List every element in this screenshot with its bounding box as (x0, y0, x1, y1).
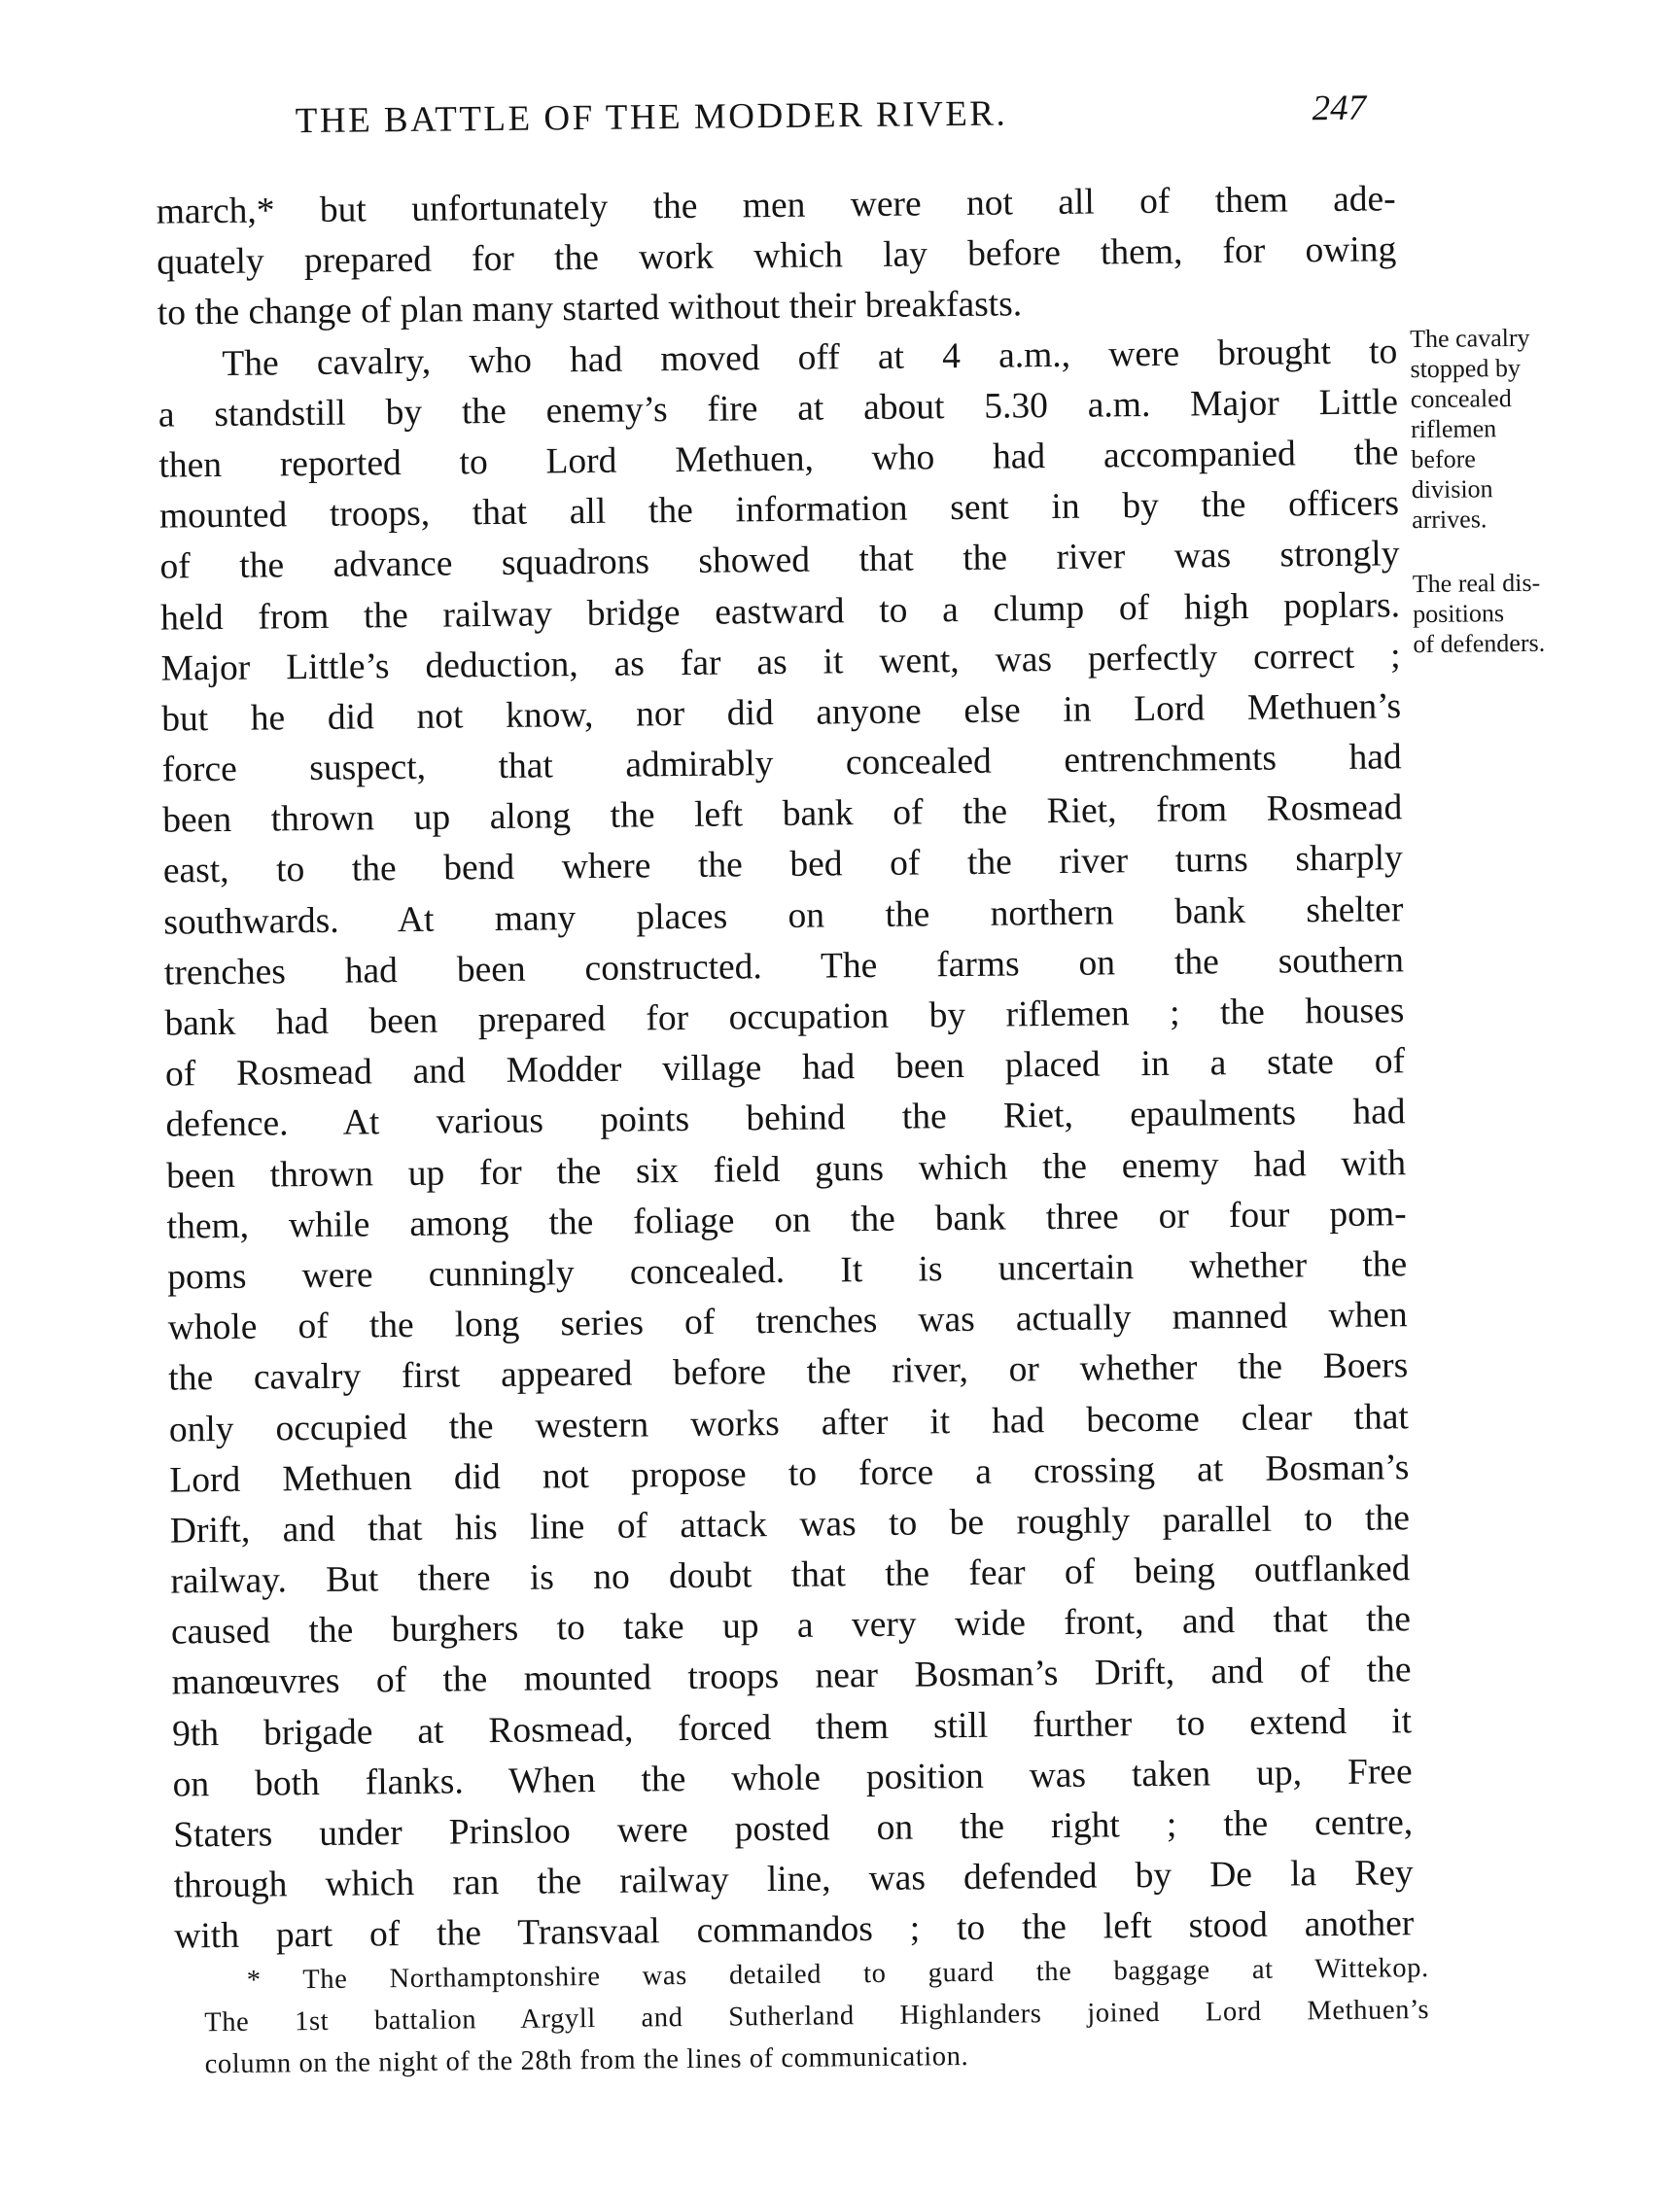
margin-note-cavalry-stopped (1410, 323, 1532, 535)
text-line: Staters under Prinsloo were posted on the right ; the centre, (173, 1802, 1414, 1856)
text-line: railway. But there is no doubt that the fear of being outflanked (170, 1549, 1411, 1602)
note-line: The cavalry (1410, 323, 1530, 354)
text-line: been thrown up for the six field guns which the enemy had with (165, 1142, 1407, 1197)
text-line: Lord Methuen did not propose to force a crossing at Bosman’s (169, 1447, 1410, 1501)
footnote-line: The 1st battalion Argyll and Sutherland Highlanders joined Lord Methuen’s (204, 1995, 1430, 2039)
footnote-line: column on the night of the 28th from the lines of communication. (204, 2041, 969, 2080)
text-line: defence. At various points behind the Riet, epaulments had (165, 1092, 1406, 1145)
text-line: of Rosmead and Modder village had been placed in a state of (164, 1041, 1406, 1095)
footnote-line: * The Northamptonshire was detailed to guard the baggage at Wittekop. (246, 1953, 1429, 1996)
text-line: bank had been prepared for occupation by riflemen ; the houses (164, 991, 1405, 1044)
note-line: of defenders. (1413, 628, 1546, 659)
note-line: concealed (1410, 384, 1512, 414)
note-line: The real dis- (1412, 568, 1541, 599)
text-line: them, while among the foliage on the bank three or four pom- (166, 1193, 1407, 1247)
running-header: THE BATTLE OF THE MODDER RIVER. (295, 93, 1008, 142)
text-line: to the change of plan many started without their breakfasts. (157, 284, 1023, 334)
text-line: whole of the long series of trenches was actually manned when (167, 1295, 1408, 1348)
note-line: before (1411, 444, 1477, 474)
text-line: manœuvres of the mounted troops near Bosman’s Drift, and of the (171, 1650, 1412, 1703)
text-line: of the advance squadrons showed that the river was strongly (159, 534, 1400, 587)
text-line: march,* but unfortunately the men were not all of them ade- (156, 179, 1396, 232)
note-line: division (1411, 474, 1493, 505)
text-line: only occupied the western works after it had become clear that (168, 1396, 1409, 1450)
text-line: been thrown up along the left bank of the Riet, from Rosmead (162, 787, 1403, 841)
note-line: riflemen (1410, 414, 1497, 444)
note-line: arrives. (1411, 505, 1488, 535)
text-line: quately prepared for the work which lay before them, for owing (157, 229, 1397, 283)
text-line: The cavalry, who had moved off at 4 a.m., were brought to (222, 331, 1398, 384)
text-line: held from the railway bridge eastward to a clump of high poplars. (159, 584, 1401, 639)
text-line: but he did not know, nor did anyone else in Lord Methuen’s (160, 686, 1402, 740)
text-line: the cavalry first appeared before the river, or whether the Boers (168, 1345, 1409, 1399)
body-text (156, 174, 1414, 1963)
text-line: then reported to Lord Methuen, who had accompanied the (158, 433, 1399, 486)
note-line: positions (1412, 599, 1505, 629)
page-number: 247 (1312, 87, 1367, 129)
text-line: southwards. At many places on the northern bank shelter (163, 889, 1404, 943)
text-line: mounted troops, that all the information sent in by the officers (158, 483, 1400, 537)
text-line: east, to the bend where the bed of the river turns sharply (162, 838, 1403, 892)
text-line: a standstill by the enemy’s fire at about 5.30 a.m. Major Little (158, 382, 1399, 436)
text-line: Drift, and that his line of attack was to be roughly parallel to the (169, 1498, 1411, 1551)
text-line: with part of the Transvaal commandos ; to the left stood another (174, 1903, 1415, 1957)
text-line: poms were cunningly concealed. It is uncertain whether the (166, 1244, 1408, 1298)
text-line: caused the burghers to take up a very wide front, and that the (170, 1599, 1412, 1653)
note-line: stopped by (1410, 353, 1522, 384)
footnote (204, 1947, 1430, 2085)
text-line: force suspect, that admirably concealed entrenchments had (161, 737, 1402, 790)
text-line: on both flanks. When the whole position was taken up, Free (172, 1752, 1413, 1805)
text-line: 9th brigade at Rosmead, forced them still further to extend it (171, 1700, 1413, 1755)
text-line: Major Little’s deduction, as far as it went, was perfectly correct ; (160, 635, 1401, 689)
text-line: through which ran the railway line, was defended by De la Rey (173, 1853, 1414, 1906)
text-line: trenches had been constructed. The farms on the southern (163, 940, 1405, 993)
margin-note-real-dispositions (1413, 568, 1546, 659)
